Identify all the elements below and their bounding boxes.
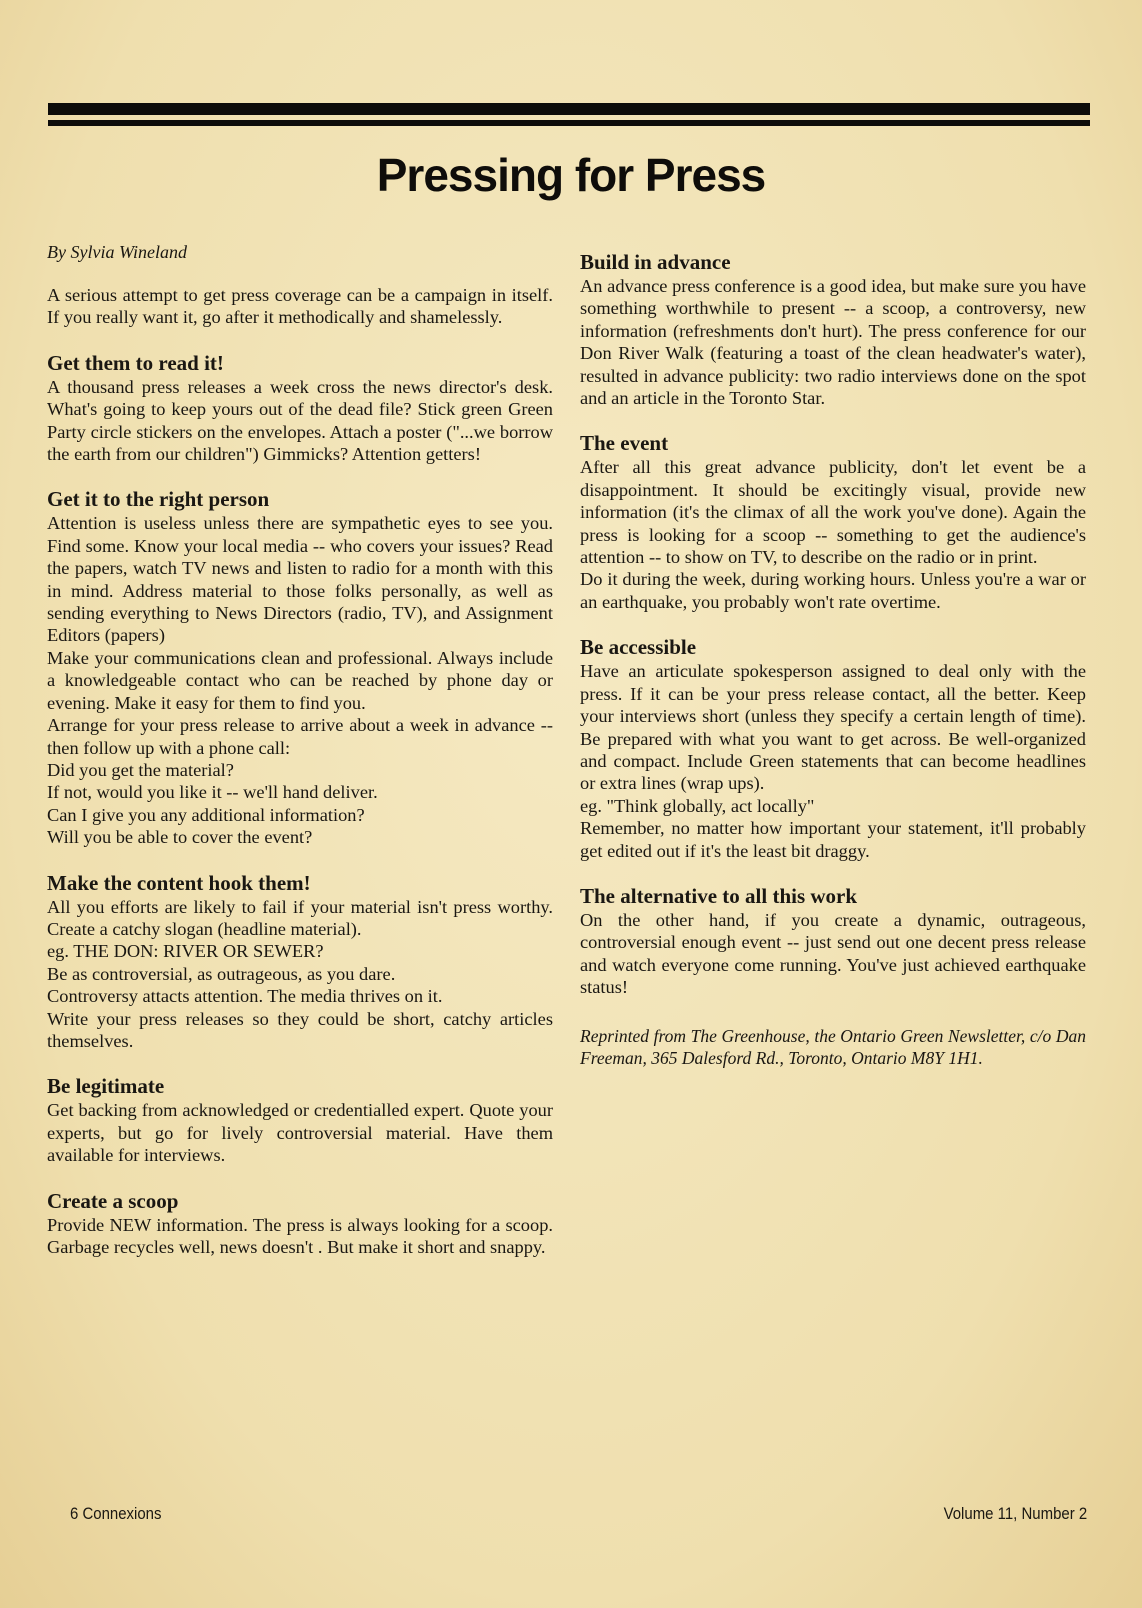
section-heading: The alternative to all this work (580, 883, 858, 908)
intro-paragraph: A serious attempt to get press coverage can be a campaign in itself. If you really want it, go after it methodically and shamelessly. (47, 285, 553, 328)
question-line: Did you get the material? (47, 759, 234, 780)
section-paragraph: Remember, no matter how important your statement, it'll probably get edited out if it's the least bit draggy. (580, 818, 1086, 861)
footer-page-label: 6 Connexions (70, 1504, 162, 1523)
section-paragraph: Write your press releases so they could be short, catchy articles themselves. (47, 1008, 553, 1051)
section-paragraph: Arrange for your press release to arrive about a week in advance -- then follow up with a phone call: (47, 715, 553, 758)
article-title: Pressing for Press (376, 149, 766, 201)
section-heading: Make the content hook them! (47, 870, 311, 895)
section-be-accessible (580, 635, 1086, 862)
section-heading: Get it to the right person (47, 487, 270, 512)
content-hook-lines (47, 940, 553, 1007)
text-line: Controversy attacts attention. The media thrives on it. (47, 986, 443, 1007)
example-line: eg. "Think globally, act locally" (580, 795, 815, 816)
footer-volume-label: Volume 11, Number 2 (943, 1504, 1087, 1523)
section-create-scoop (47, 1189, 553, 1259)
reprint-credit: Reprinted from The Greenhouse, the Ontario Green Newsletter, c/o Dan Freeman, 365 Dalesford Rd., Toronto, Ontario M8Y 1H1. (580, 1025, 1086, 1068)
section-paragraph: After all this great advance publicity, don't let event be a disappointment. It should be excitingly visual, provide new information (it's the climax of all the work you've done). Again the press is looking for a scoop -- something to get the audience's attention -- to show on TV, to describe on the radio or in print. (580, 457, 1086, 568)
section-paragraph: An advance press conference is a good idea, but make sure you have something worthwhile to present -- a scoop, a controversy, new information (refreshments don't hurt). The press conference for our Don River Walk (featuring a toast of the clean headwater's water), resulted in advance publicity: two radio interviews done on the spot and an article in the Toronto Star. (580, 276, 1086, 409)
section-paragraph: Make your communications clean and professional. Always include a knowledgeable contact who can be reached by phone day or evening. Make it easy for them to find you. (47, 647, 553, 713)
section-alternative (580, 884, 1086, 999)
section-be-legitimate (47, 1074, 553, 1166)
section-heading: Get them to read it! (47, 350, 224, 375)
right-column (580, 250, 1086, 1087)
section-paragraph: Have an articulate spokesperson assigned to deal only with the press. If it can be your press release contact, all the better. Keep your interviews short (unless they specify a certain length of time). Be prepared with what you want to get across. Be well-organized and compact. Include Green statements that can become headlines or extra lines (wrap ups). (580, 661, 1086, 794)
section-paragraph: Provide NEW information. The press is always looking for a scoop. Garbage recycles well, news doesn't . But make it short and snappy. (47, 1214, 553, 1257)
section-heading: Be accessible (580, 635, 697, 660)
section-paragraph: Get backing from acknowledged or credentialled expert. Quote your experts, but go for lively controversial material. Have them available for interviews. (47, 1100, 553, 1166)
section-the-event (580, 431, 1086, 613)
section-paragraph: Do it during the week, during working hours. Unless you're a war or an earthquake, you probably won't rate overtime. (580, 569, 1086, 612)
section-heading: Build in advance (580, 250, 731, 274)
section-paragraph: All you efforts are likely to fail if your material isn't press worthy. Create a catchy slogan (headline material). (47, 896, 553, 939)
left-column (47, 240, 553, 1258)
question-line: If not, would you like it -- we'll hand deliver. (47, 782, 378, 803)
byline: By Sylvia Wineland (47, 242, 187, 262)
section-get-them-to-read-it (47, 351, 553, 466)
section-paragraph: Attention is useless unless there are sympathetic eyes to see you. Find some. Know your local media -- who covers your issues? Read the papers, watch TV news and listen to radio for a month with this in mind. Address material to those folks personally, as well as sending everything to News Directors (radio, TV), and Assignment Editors (papers) (47, 513, 553, 646)
section-right-person (47, 487, 553, 848)
question-line: Will you be able to cover the event? (47, 827, 313, 848)
section-build-in-advance (580, 250, 1086, 409)
section-heading: Create a scoop (47, 1188, 179, 1213)
section-heading: Be legitimate (47, 1074, 165, 1099)
example-line-group (580, 795, 1086, 817)
text-line: Be as controversial, as outrageous, as you dare. (47, 963, 396, 984)
section-heading: The event (580, 431, 669, 456)
section-paragraph: On the other hand, if you create a dynamic, outrageous, controversial enough event -- just send out one decent press release and watch everyone come running. You've just achieved earthquake status! (580, 909, 1086, 998)
header-rule-thin (48, 120, 1090, 126)
phone-call-questions (47, 759, 553, 849)
question-line: Can I give you any additional information? (47, 804, 365, 825)
header-rule-thick (48, 103, 1090, 115)
section-content-hook (47, 871, 553, 1053)
section-paragraph: A thousand press releases a week cross the news director's desk. What's going to keep yours out of the dead file? Stick green Green Party circle stickers on the envelopes. Attach a poster ("...we borrow the earth from our children") Gimmicks? Attention getters! (47, 376, 553, 465)
text-line: eg. THE DON: RIVER OR SEWER? (47, 941, 324, 962)
